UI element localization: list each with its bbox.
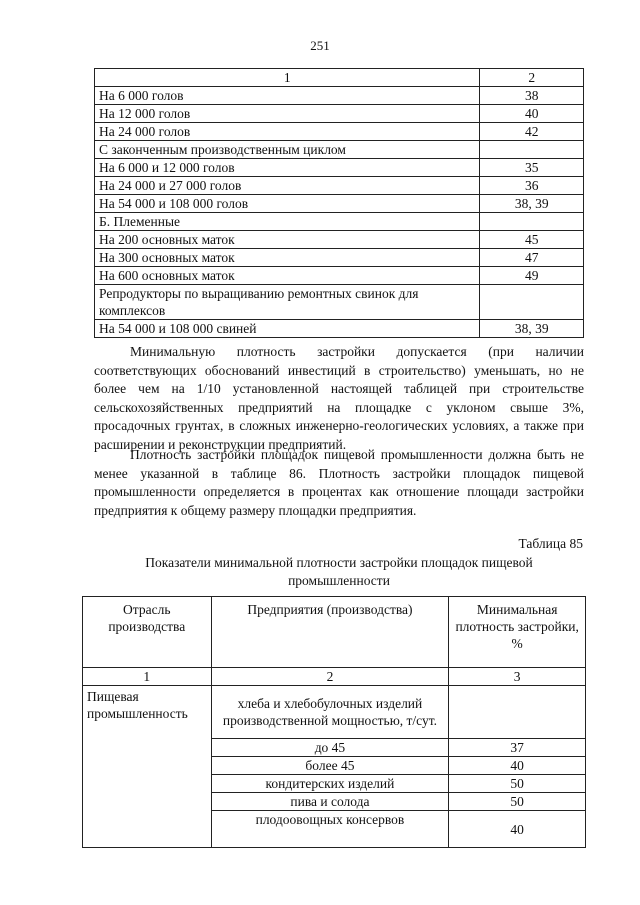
row-label: На 6 000 голов (95, 87, 480, 105)
table-header-row (95, 69, 584, 87)
row-label: На 24 000 и 27 000 голов (95, 177, 480, 195)
table-row (95, 105, 584, 123)
row-label: Б. Племенные (95, 213, 480, 231)
page-number: 251 (310, 38, 330, 53)
row-value (449, 686, 586, 739)
row-value: 35 (480, 159, 584, 177)
row-value: 38, 39 (480, 320, 584, 338)
livestock-density-table (94, 68, 584, 338)
column-number-row (83, 668, 586, 686)
row-value: 49 (480, 267, 584, 285)
table-row (95, 123, 584, 141)
row-label: плодоовощных консервов (211, 811, 449, 848)
row-value (480, 285, 584, 320)
table-row (95, 195, 584, 213)
row-value: 40 (480, 105, 584, 123)
header-enterprises: Предприятия (производства) (211, 597, 449, 668)
row-value (480, 141, 584, 159)
table-row (95, 231, 584, 249)
table-row (95, 320, 584, 338)
food-industry-density-table (82, 596, 586, 848)
row-value: 38 (480, 87, 584, 105)
table-row (95, 285, 584, 320)
row-value: 40 (449, 811, 586, 848)
table-row (83, 686, 586, 739)
table-row (95, 87, 584, 105)
row-label: кондитерских изделий (211, 775, 449, 793)
row-value: 36 (480, 177, 584, 195)
row-label: Репродукторы по выращиванию ремонтных свинок для комплексов (95, 285, 480, 320)
row-value: 45 (480, 231, 584, 249)
paragraph-text: Минимальную плотность застройки допускается (при наличии соответствующих обоснований инвестиций в строительство) уменьшать, но не более чем на 1/10 установленной настоящей таблицей при строительстве сельскохозяйственных предприятий на площадке с уклоном свыше 3%, просадочных грунтах, в сложных инженерно-геологических условиях, а также при расширении и реконструкции предприятий. (94, 344, 584, 452)
table-row (95, 141, 584, 159)
table-row (95, 249, 584, 267)
table-row (95, 213, 584, 231)
column-number: 1 (83, 668, 212, 686)
sector-name: Пищевая промышленность (83, 686, 212, 848)
column-number: 1 (95, 69, 480, 87)
column-number: 3 (449, 668, 586, 686)
table-row (95, 177, 584, 195)
table-title: Показатели минимальной плотности застройки площадок пищевой промышленности (145, 555, 533, 588)
row-label: На 54 000 и 108 000 свиней (95, 320, 480, 338)
header-sector: Отрасль производства (83, 597, 212, 668)
row-label: На 12 000 голов (95, 105, 480, 123)
paragraph-text: Плотность застройки площадок пищевой промышленности должна быть не менее указанной в таблице 86. Плотность застройки площадок пищевой промышленности определяется в процентах как отношение площади застройки предприятия к общему размеру площадки предприятия. (94, 447, 584, 518)
row-label: хлеба и хлебобулочных изделий производственной мощностью, т/сут. (211, 686, 449, 739)
row-value: 38, 39 (480, 195, 584, 213)
table-number: Таблица 85 (518, 536, 583, 551)
table-row (95, 267, 584, 285)
row-label: На 6 000 и 12 000 голов (95, 159, 480, 177)
row-value: 50 (449, 775, 586, 793)
row-label: На 24 000 голов (95, 123, 480, 141)
header-min-density: Минимальная плотность застройки, % (449, 597, 586, 668)
row-label: до 45 (211, 739, 449, 757)
column-number: 2 (211, 668, 449, 686)
row-value: 42 (480, 123, 584, 141)
column-number: 2 (480, 69, 584, 87)
row-label: более 45 (211, 757, 449, 775)
row-label: пива и солода (211, 793, 449, 811)
table-row (95, 159, 584, 177)
row-value: 47 (480, 249, 584, 267)
row-value: 37 (449, 739, 586, 757)
table-header-row (83, 597, 586, 668)
row-value: 50 (449, 793, 586, 811)
paragraph-food-industry (94, 446, 584, 520)
row-label: На 300 основных маток (95, 249, 480, 267)
row-label: С законченным производственным циклом (95, 141, 480, 159)
row-value: 40 (449, 757, 586, 775)
row-label: На 200 основных маток (95, 231, 480, 249)
paragraph-density-reduction (94, 343, 584, 454)
row-label: На 600 основных маток (95, 267, 480, 285)
row-value (480, 213, 584, 231)
row-label: На 54 000 и 108 000 голов (95, 195, 480, 213)
